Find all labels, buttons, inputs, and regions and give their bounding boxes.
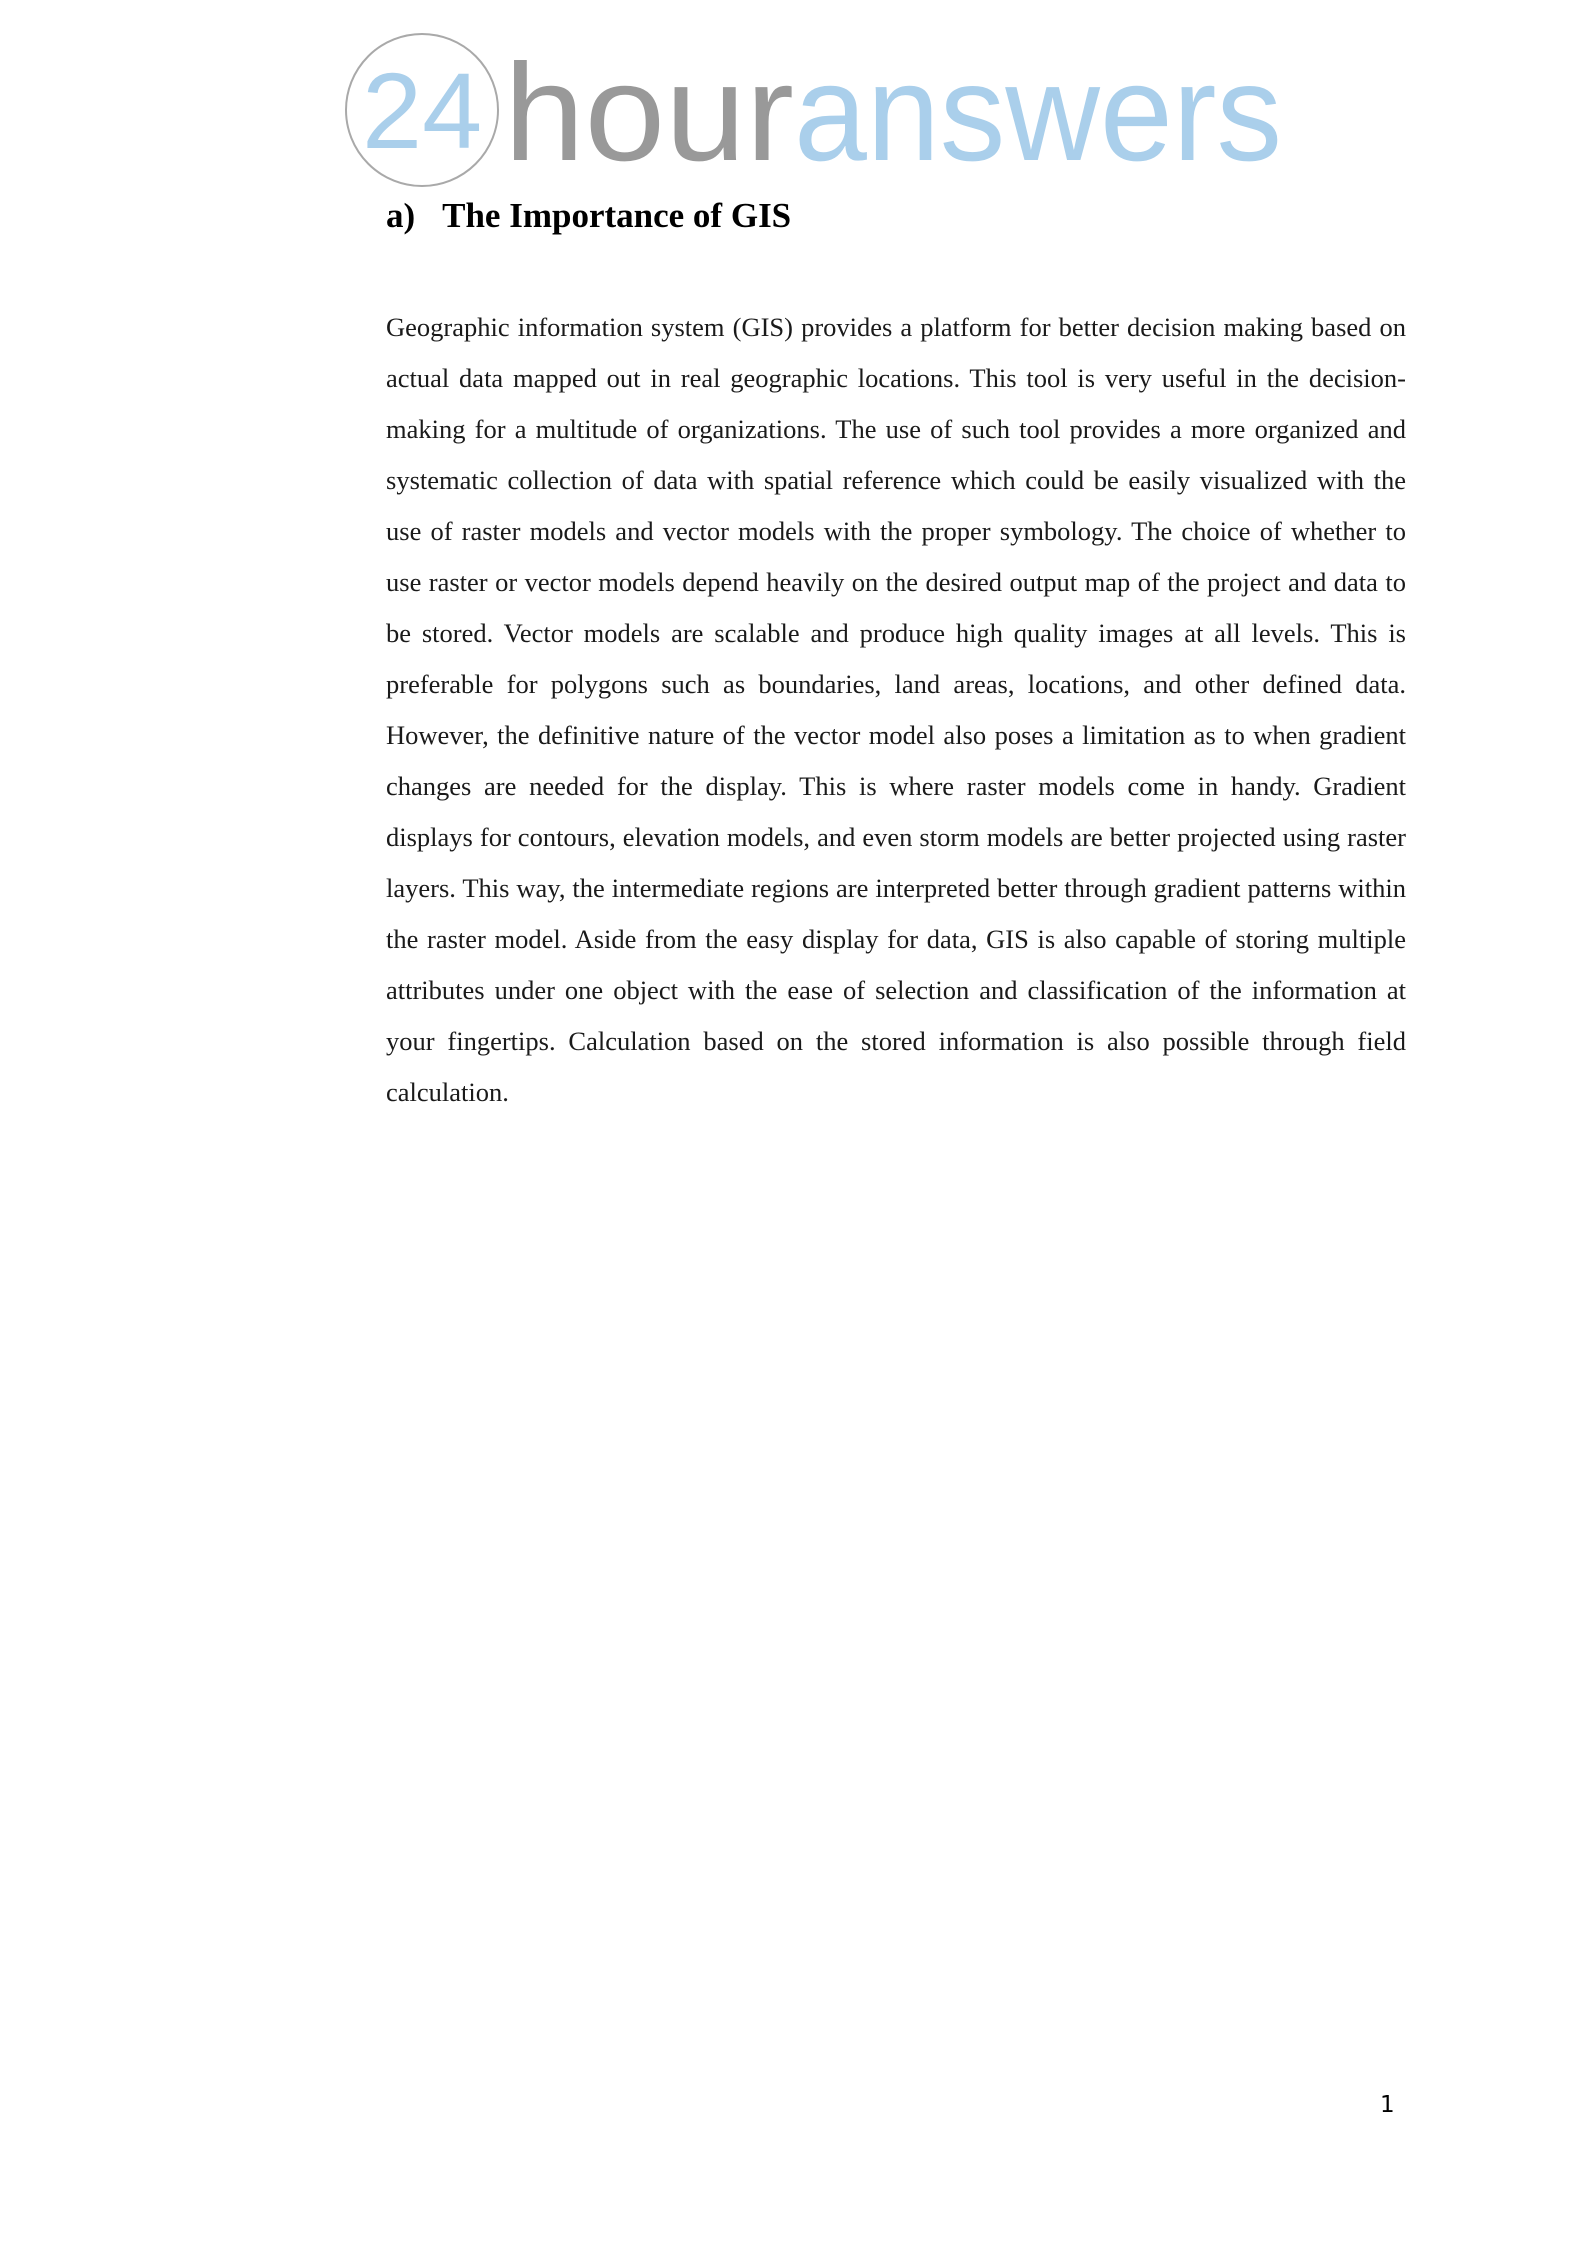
section-label: a) xyxy=(386,196,416,235)
section-heading xyxy=(386,192,791,240)
logo-number: 24 xyxy=(362,50,483,171)
body-paragraph: Geographic information system (GIS) provides a platform for better decision making based on actual data mapped out in real geographic locations. This tool is very useful in the decision-making for a multitude of organizations. The use of such tool provides a more organized and systematic collection of data with spatial reference which could be easily visualized with the use of raster models and vector models with the proper symbology. The choice of whether to use raster or vector models depend heavily on the desired output map of the project and data to be stored. Vector models are scalable and produce high quality images at all levels. This is preferable for polygons such as boundaries, land areas, locations, and other defined data. However, the definitive nature of the vector model also poses a limitation as to when gradient changes are needed for the display. This is where raster models come in handy. Gradient displays for contours, elevation models, and even storm models are better projected using raster layers. This way, the intermediate regions are interpreted better through gradient patterns within the raster model. Aside from the easy display for data, GIS is also capable of storing multiple attributes under one object with the ease of selection and classification of the information at your fingertips. Calculation based on the stored information is also possible through field calculation. xyxy=(386,312,1406,1107)
logo-graphic xyxy=(342,30,1282,190)
page-number: 1 xyxy=(1380,2092,1395,2118)
logo-word-hour: hour xyxy=(504,36,794,190)
section-title: The Importance of GIS xyxy=(442,196,792,235)
logo-word-answers: answers xyxy=(794,36,1282,190)
watermark-logo xyxy=(342,30,1282,190)
